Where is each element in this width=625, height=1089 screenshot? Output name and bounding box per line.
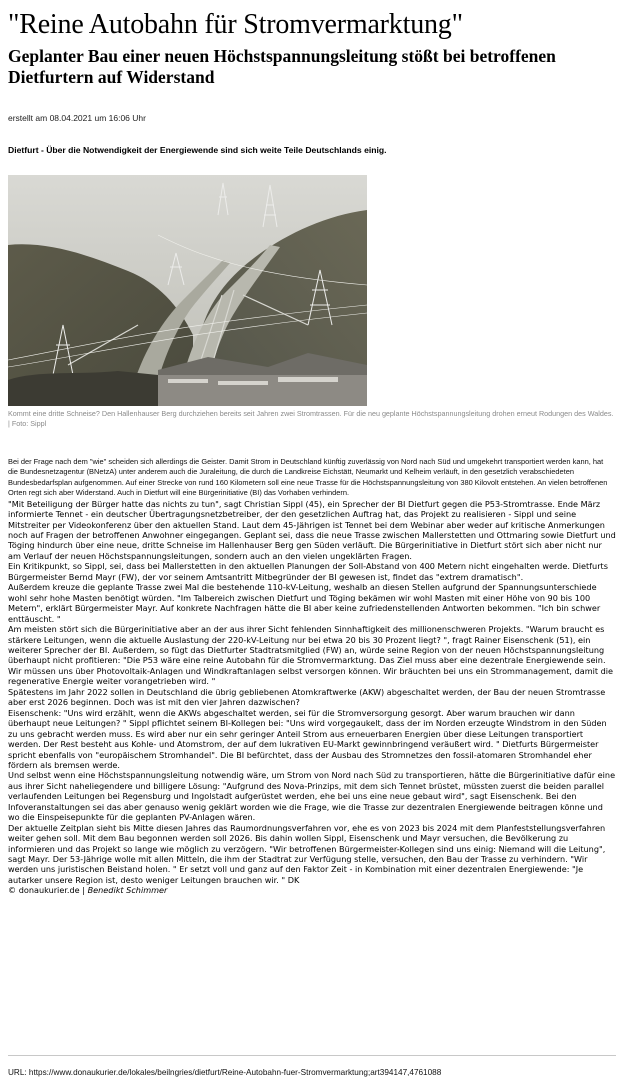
body-paragraph: Außerdem kreuze die geplante Trasse zwei Mal die bestehende 110-kV-Leitung, weshalb an diesen Stellen aufgrund der Spannungsunterschiede wohl sehr hohe Masten benötigt würden. "Im Talbereich zwischen Dietfurt und Töging bekämen wir wohl Masten mit einer Höhe von 90 bis 100 Metern", erklärt Bürgermeister Mayr. Auf konkrete Nachfragen hätte die BI aber keine zufriedenstellenden Antworten bekommen. "Ich bin schwer enttäuscht. " bbox=[8, 582, 601, 624]
article-subheadline: Geplanter Bau einer neuen Höchstspannungsleitung stößt bei betroffenen Dietfurtern auf Widerstand bbox=[8, 46, 556, 87]
photo-caption: Kommt eine dritte Schneise? Den Hallenhauser Berg durchziehen bereits seit Jahren zwei Stromtrassen. Für die neu geplante Höchstspannungsleitung drohen erneut Rodungen des Waldes. | Foto: Sippl bbox=[8, 409, 614, 428]
article-headline: "Reine Autobahn für Stromvermarktung" bbox=[8, 9, 463, 40]
author-name: Benedikt Schimmer bbox=[87, 885, 168, 896]
body-paragraph: "Mit Beteiligung der Bürger hatte das nichts zu tun", sagt Christian Sippl (45), ein Sprecher der BI Dietfurt gegen die P53-Stromtrasse. Ende März informierte Tennet - ein deutscher Übertragungsnetzbetreiber, der den gesetzlichen Auftrag hat, das Projekt zu realisieren - Sippl und seine Mitstreiter per Videokonferenz über den aktuellen Stand. Laut dem 45-Jährigen ist Tennet bei dem Webinar aber weder auf kritische Anmerkungen noch auf Fragen der betroffenen Anwohner eingegangen. Geplant sei, dass die neue Trasse zwischen Mallerstetten und Ottmaring sowie Dietfurt und Töging hindurch über eine neue, dritte Schneise im Hallenhauser Berg gen Süden verläuft. Die Bürgerinitiative in Dietfurt stört sich aber nicht nur am Verlauf der neuen Höchstspannungsleitungen, sondern auch an den vielen ungeklärten Fragen. bbox=[8, 498, 616, 561]
body-paragraph: Spätestens im Jahr 2022 sollen in Deutschland die übrig gebliebenen Atomkraftwerke (AKW) abgeschaltet werden, der Bau der neuen Stromtrasse aber erst 2026 beginnen. Doch was ist mit den vier Jahren dazwischen? bbox=[8, 686, 606, 708]
body-paragraph: Eisenschenk: "Uns wird erzählt, wenn die AKWs abgeschaltet werden, sei für die Stromversorgung gesorgt. Aber warum brauchen wir dann überhaupt neue Leitungen? " Sippl pflichtet seinem BI-Kollegen bei: "Uns wird vorgegaukelt, dass der im Norden erzeugte Windstrom in den Süden zu uns gebracht werden muss. Es wird aber nur ein sehr geringer Anteil Strom aus erneuerbaren Energien über diese Leitungen transportiert werden. Der Rest besteht aus Kohle- und Atomstrom, der auf dem lukrativen EU-Markt gewinnbringend veräußert wird. " Dietfurts Bürgermeister spricht ebenfalls von "europäischem Stromhandel". Die BI befürchtet, dass der Ausbau des Stromnetzes den fossil-atomaren Stromhandel eher fördern als bremsen werde. bbox=[8, 707, 607, 770]
copyright-text: © donaukurier.de | bbox=[8, 885, 88, 896]
article bbox=[8, 0, 616, 896]
intro-paragraph: Bei der Frage nach dem "wie" scheiden sich allerdings die Geister. Damit Strom in Deutschland künftig zuverlässig von Nord nach Süd und umgekehrt transportiert werden kann, hat die Bundesnetzagentur (BNetzA) unter anderem auch die Juraleitung, die durch die Landkreise Eichstätt, Neumarkt und Kelheim verläuft, in den gesetzlich verabschiedeten Bundesbedarfsplan aufgenommen. Auf einer Strecke von rund 160 Kilometern soll eine neue Trasse für die Höchstspannungsleitung von 380 Kilovolt entstehen. An vielen betroffenen Orten regt sich aber Widerstand. Auch in Dietfurt will eine Bürgerinitiative (BI) das Vorhaben verhindern. bbox=[8, 457, 608, 498]
footer-divider bbox=[8, 1055, 616, 1056]
article-url: URL: https://www.donaukurier.de/lokales/beilngries/dietfurt/Reine-Autobahn-fuer-Stromvermarktung;art394147,4761088 bbox=[8, 1068, 442, 1077]
power-line-landscape-photo bbox=[8, 175, 367, 406]
body-paragraph: Am meisten stört sich die Bürgerinitiative aber an der aus ihrer Sicht fehlenden Sinnhaftigkeit des millionenschweren Projekts. "Warum braucht es stärkere Leitungen, wenn die aktuelle Auslastung der 220-kV-Leitung nur bei etwa 20 bis 30 Prozent liegt? ", fragt Rainer Eisenschenk (51), ein weiterer Sprecher der BI. Außerdem, so fügt das Dietfurter Stadtratsmitglied (FW) an, würde seine Region von der neuen Höchstspannungsleitung überhaupt nicht profitieren: "Die P53 wäre eine reine Autobahn für die Stromvermarktung. Das Ziel muss aber eine dezentrale Energiewende sein. Wir müssen uns über Photovoltaik-Anlagen und Windkraftanlagen selbst versorgen können. Wir bräuchten bei uns ein Strommanagement, damit die regenerative Energie weiter vorangetrieben wird. " bbox=[8, 624, 614, 687]
body-paragraph: Der aktuelle Zeitplan sieht bis Mitte diesen Jahres das Raumordnungsverfahren vor, ehe es von 2023 bis 2024 mit dem Planfeststellungsverfahren weiter gehen soll. Mit dem Bau begonnen werden soll 2026. Bis dahin wollen Sippl, Eisenschenk und Mayr versuchen, die Bevölkerung zu informieren und das Projekt so lange wie möglich zu verzögern. "Wir betroffenen Bürgermeister-Kollegen sind uns einig: Niemand will die Leitung", sagt Mayr. Der 53-Jährige wolle mit allen Mitteln, die ihm der Stadtrat zur Verfügung stelle, versuchen, den Bau der Trasse zu verhindern. "Wir werden uns juristischen Beistand holen. " Er setzt voll und ganz auf den Faktor Zeit - in Kombination mit einer dezentralen Energiewende: "Je autarker unsere Region ist, desto weniger Leitungen brauchen wir. " DK bbox=[8, 822, 606, 885]
body-paragraph: Ein Kritikpunkt, so Sippl, sei, dass bei Mallerstetten in den aktuellen Planungen der Soll-Abstand von 400 Metern nicht eingehalten werde. Dietfurts Bürgermeister Bernd Mayr (FW), der vor seinem Amtsantritt Mitbegründer der BI gewesen ist, findet das "extrem dramatisch". bbox=[8, 561, 608, 582]
body-paragraph: Und selbst wenn eine Höchstspannungsleitung notwendig wäre, um Strom von Nord nach Süd zu transportieren, hätte die Bürgerinitiative dafür eine aus ihrer Sicht naheliegendere und billigere Lösung: "Aufgrund des Nova-Prinzips, mit dem sich Tennet brüstet, müssten zuerst die beiden parallel verlaufenden Leitungen bei Regensburg und Ingolstadt aufgerüstet werden, ehe bei uns eine neue gebaut wird", sagt Eisenschenk. Bei den Infoveranstaltungen sei das aber genauso wenig geklärt worden wie die Frage, wie die Trasse zur dezentralen Energiewende beitragen könne und wo die Einspeisepunkte für die geplanten PV-Anlagen wären. bbox=[8, 770, 616, 823]
copyright-line bbox=[8, 885, 616, 895]
article-body bbox=[8, 499, 616, 896]
article-lead: Dietfurt - Über die Notwendigkeit der Energiewende sind sich weite Teile Deutschlands einig. bbox=[8, 145, 387, 155]
article-photo bbox=[8, 175, 367, 406]
created-timestamp: erstellt am 08.04.2021 um 16:06 Uhr bbox=[8, 113, 146, 123]
